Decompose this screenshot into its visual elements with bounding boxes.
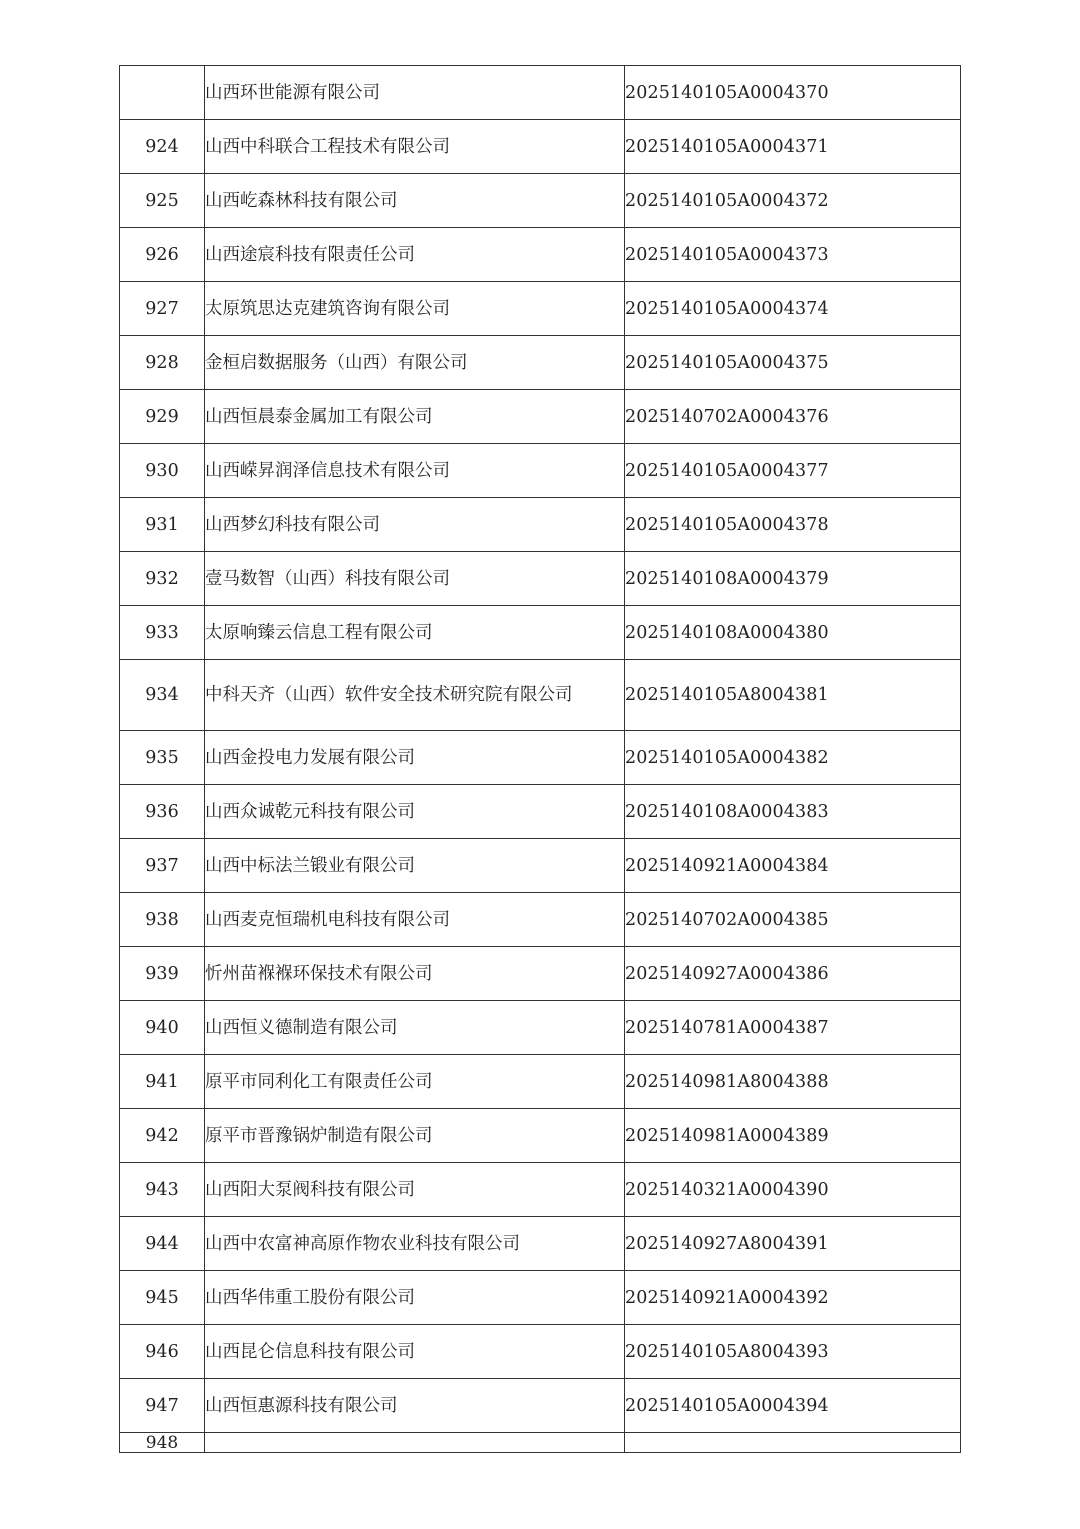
row-number: 925	[120, 174, 205, 228]
table-row	[120, 731, 961, 785]
registration-code: 2025140981A0004389	[625, 1109, 961, 1163]
table-row	[120, 1325, 961, 1379]
registration-code: 2025140105A0004371	[625, 120, 961, 174]
row-number: 948	[120, 1433, 205, 1453]
registration-code: 2025140105A0004377	[625, 444, 961, 498]
registration-code: 2025140781A0004387	[625, 1001, 961, 1055]
registration-code: 2025140105A0004375	[625, 336, 961, 390]
table-row	[120, 1379, 961, 1433]
company-name: 原平市晋豫锅炉制造有限公司	[205, 1109, 625, 1163]
row-number: 930	[120, 444, 205, 498]
company-name: 山西中农富神高原作物农业科技有限公司	[205, 1217, 625, 1271]
row-number: 947	[120, 1379, 205, 1433]
table-row	[120, 1055, 961, 1109]
table-row	[120, 282, 961, 336]
company-name: 山西金投电力发展有限公司	[205, 731, 625, 785]
company-name: 山西途宸科技有限责任公司	[205, 228, 625, 282]
company-name: 金桓启数据服务（山西）有限公司	[205, 336, 625, 390]
table-row	[120, 444, 961, 498]
company-name: 山西恒晨泰金属加工有限公司	[205, 390, 625, 444]
table-row	[120, 893, 961, 947]
company-name: 山西梦幻科技有限公司	[205, 498, 625, 552]
row-number: 944	[120, 1217, 205, 1271]
table-row	[120, 66, 961, 120]
row-number: 927	[120, 282, 205, 336]
table-row	[120, 174, 961, 228]
row-number: 924	[120, 120, 205, 174]
registration-code: 2025140105A8004393	[625, 1325, 961, 1379]
registration-code: 2025140108A0004380	[625, 606, 961, 660]
row-number: 929	[120, 390, 205, 444]
registration-code	[625, 1433, 961, 1453]
table-row	[120, 336, 961, 390]
row-number: 931	[120, 498, 205, 552]
registration-code: 2025140702A0004385	[625, 893, 961, 947]
company-name: 壹马数智（山西）科技有限公司	[205, 552, 625, 606]
row-number: 939	[120, 947, 205, 1001]
company-name: 山西恒惠源科技有限公司	[205, 1379, 625, 1433]
row-number: 942	[120, 1109, 205, 1163]
table-row	[120, 839, 961, 893]
company-name: 太原筑思达克建筑咨询有限公司	[205, 282, 625, 336]
registration-code: 2025140105A0004378	[625, 498, 961, 552]
company-name: 山西嵘昇润泽信息技术有限公司	[205, 444, 625, 498]
registration-code: 2025140105A0004394	[625, 1379, 961, 1433]
row-number: 932	[120, 552, 205, 606]
company-name	[205, 1433, 625, 1453]
table-row	[120, 947, 961, 1001]
registration-code: 2025140927A8004391	[625, 1217, 961, 1271]
row-number: 935	[120, 731, 205, 785]
table-row	[120, 498, 961, 552]
registration-code: 2025140981A8004388	[625, 1055, 961, 1109]
registration-code: 2025140927A0004386	[625, 947, 961, 1001]
company-name: 山西昆仑信息科技有限公司	[205, 1325, 625, 1379]
company-name: 原平市同利化工有限责任公司	[205, 1055, 625, 1109]
table-row	[120, 1163, 961, 1217]
company-name: 山西麦克恒瑞机电科技有限公司	[205, 893, 625, 947]
registration-code: 2025140321A0004390	[625, 1163, 961, 1217]
company-name: 中科天齐（山西）软件安全技术研究院有限公司	[205, 660, 625, 731]
registration-code: 2025140105A0004373	[625, 228, 961, 282]
table-row	[120, 785, 961, 839]
table-row	[120, 552, 961, 606]
row-number: 934	[120, 660, 205, 731]
row-number: 945	[120, 1271, 205, 1325]
row-number: 943	[120, 1163, 205, 1217]
registration-code: 2025140105A0004382	[625, 731, 961, 785]
company-name: 太原响臻云信息工程有限公司	[205, 606, 625, 660]
company-registry-table	[119, 65, 961, 1453]
company-name: 山西中科联合工程技术有限公司	[205, 120, 625, 174]
company-name: 山西华伟重工股份有限公司	[205, 1271, 625, 1325]
table-row	[120, 1217, 961, 1271]
table-row	[120, 606, 961, 660]
registration-code: 2025140105A0004372	[625, 174, 961, 228]
row-number: 933	[120, 606, 205, 660]
company-name: 山西众诚乾元科技有限公司	[205, 785, 625, 839]
registration-code: 2025140105A8004381	[625, 660, 961, 731]
table-row	[120, 228, 961, 282]
row-number: 941	[120, 1055, 205, 1109]
row-number: 937	[120, 839, 205, 893]
table-row	[120, 660, 961, 731]
registration-code: 2025140108A0004379	[625, 552, 961, 606]
company-name: 山西中标法兰锻业有限公司	[205, 839, 625, 893]
table-row	[120, 1433, 961, 1453]
registration-code: 2025140105A0004370	[625, 66, 961, 120]
company-name: 山西环世能源有限公司	[205, 66, 625, 120]
registration-code: 2025140921A0004392	[625, 1271, 961, 1325]
table-row	[120, 1109, 961, 1163]
company-name: 山西恒义德制造有限公司	[205, 1001, 625, 1055]
registration-code: 2025140702A0004376	[625, 390, 961, 444]
registration-code: 2025140108A0004383	[625, 785, 961, 839]
registration-code: 2025140105A0004374	[625, 282, 961, 336]
table-row	[120, 1271, 961, 1325]
table-row	[120, 120, 961, 174]
table-row	[120, 1001, 961, 1055]
row-number: 938	[120, 893, 205, 947]
table-row	[120, 390, 961, 444]
row-number: 926	[120, 228, 205, 282]
row-number: 940	[120, 1001, 205, 1055]
registration-code: 2025140921A0004384	[625, 839, 961, 893]
company-name: 山西屹森林科技有限公司	[205, 174, 625, 228]
company-name: 忻州苗褓褓环保技术有限公司	[205, 947, 625, 1001]
row-number: 946	[120, 1325, 205, 1379]
company-name: 山西阳大泵阀科技有限公司	[205, 1163, 625, 1217]
row-number	[120, 66, 205, 120]
row-number: 936	[120, 785, 205, 839]
row-number: 928	[120, 336, 205, 390]
